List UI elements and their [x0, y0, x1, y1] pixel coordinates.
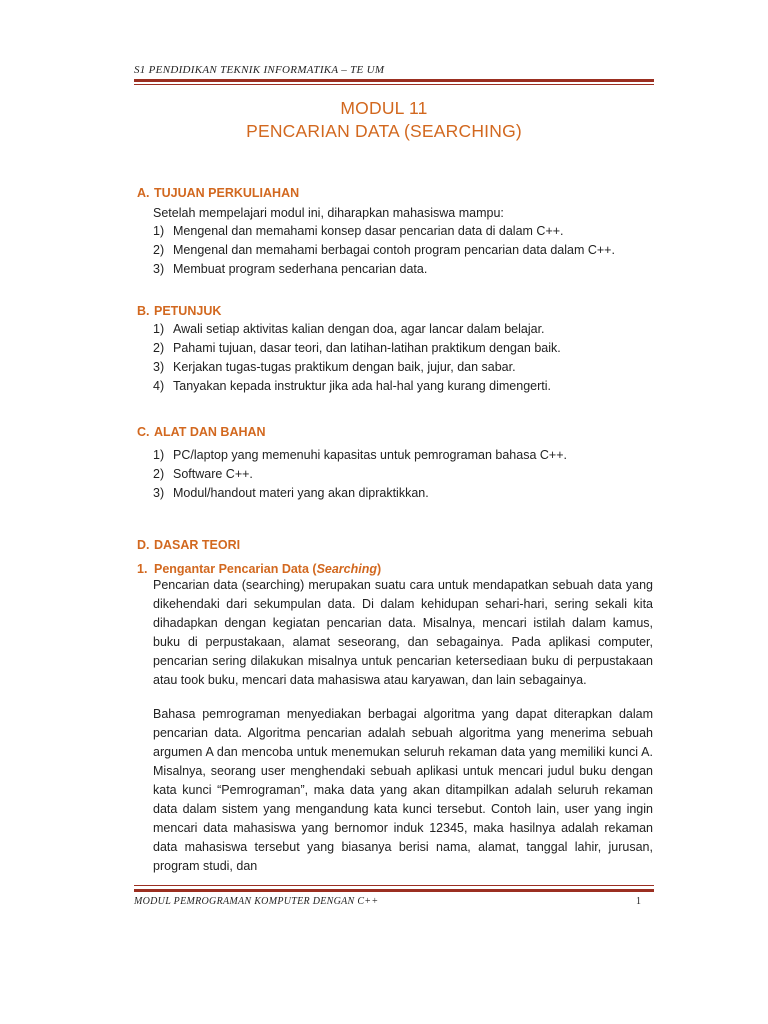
list-item	[153, 339, 561, 358]
list-item	[153, 377, 561, 396]
subsection-1-suffix: )	[377, 562, 382, 576]
list-item-number: 1)	[153, 322, 165, 336]
list-item	[153, 484, 567, 503]
section-d-title: DASAR TEORI	[154, 538, 241, 552]
list-item-number: 4)	[153, 379, 165, 393]
section-d-letter: D.	[137, 538, 150, 552]
theory-paragraph-1: Pencarian data (searching) merupakan suatu cara untuk mendapatkan sebuah data yang dikehendaki dari sekumpulan data. Di dalam kehidupan sehari-hari, sering sekali kita dihadapkan dengan kegiatan pencarian data. Misalnya, mencari istilah dalam kamus, buku di perpustakaan, alamat seseorang, dan sebagainya. Pada aplikasi computer, pencarian sering dilakukan misalnya untuk pencarian ketersediaan buku di perpustakaan atau took buku, mencari data mahasiswa atau karyawan, dan lain sebagainya.	[153, 578, 653, 687]
section-b-heading	[137, 304, 221, 318]
list-item	[153, 358, 561, 377]
list-item-text: Modul/handout materi yang akan dipraktikkan.	[173, 486, 429, 500]
list-item	[153, 260, 615, 279]
list-item	[153, 465, 567, 484]
list-item-text: Kerjakan tugas-tugas praktikum dengan baik, jujur, dan sabar.	[173, 360, 516, 374]
module-title: MODUL 11	[340, 98, 428, 118]
list-item-number: 3)	[153, 486, 165, 500]
list-item-number: 2)	[153, 467, 165, 481]
section-c-heading	[137, 425, 266, 439]
subsection-1-number: 1.	[137, 562, 148, 576]
list-item	[153, 222, 615, 241]
footer-rule-thick	[134, 889, 654, 892]
header-rule-thick	[134, 79, 654, 82]
list-item-text: Membuat program sederhana pencarian data.	[173, 262, 428, 276]
list-item	[153, 320, 561, 339]
section-b-title: PETUNJUK	[154, 304, 222, 318]
list-item	[153, 241, 615, 260]
list-item-text: Mengenal dan memahami konsep dasar pencarian data di dalam C++.	[173, 224, 564, 238]
list-item-number: 2)	[153, 243, 165, 257]
subsection-1-prefix: Pengantar Pencarian Data (	[154, 562, 317, 576]
list-item-number: 1)	[153, 224, 165, 238]
section-a-heading	[137, 186, 299, 200]
section-d-heading	[137, 538, 240, 552]
list-item-text: Software C++.	[173, 467, 253, 481]
list-item-text: Awali setiap aktivitas kalian dengan doa, agar lancar dalam belajar.	[173, 322, 545, 336]
header-rule-thin	[134, 84, 654, 85]
theory-paragraph-2: Bahasa pemrograman menyediakan berbagai algoritma yang dapat diterapkan dalam pencarian data. Algoritma pencarian adalah sebuah algoritma yang menerima sebuah argumen A dan mencoba untuk menemukan seluruh rekaman data yang memiliki kunci A. Misalnya, seorang user menghendaki sebuah aplikasi untuk mencari judul buku dengan kata kunci “Pemrograman”, maka data yang akan ditampilkan adalah seluruh rekaman data dalam sistem yang mengandung kata kunci tersebut. Contoh lain, user yang ingin mencari data mahasiswa yang bernomor induk 12345, maka hasilnya adalah rekaman data mahasiswa tersebut yang biasanya berisi nama, alamat, tanggal lahir, jurusan, program studi, dan	[153, 707, 653, 873]
list-item-number: 3)	[153, 262, 165, 276]
list-item-text: PC/laptop yang memenuhi kapasitas untuk pemrograman bahasa C++.	[173, 448, 567, 462]
section-b-letter: B.	[137, 304, 150, 318]
footer-rule-thin	[134, 885, 654, 886]
section-a-title: TUJUAN PERKULIAHAN	[154, 186, 300, 200]
section-a-intro: Setelah mempelajari modul ini, diharapkan mahasiswa mampu:	[153, 206, 504, 220]
list-item-number: 2)	[153, 341, 165, 355]
section-a-list	[153, 222, 615, 279]
list-item	[153, 446, 567, 465]
section-c-letter: C.	[137, 425, 150, 439]
section-a-letter: A.	[137, 186, 150, 200]
list-item-number: 3)	[153, 360, 165, 374]
list-item-number: 1)	[153, 448, 165, 462]
running-header: S1 PENDIDIKAN TEKNIK INFORMATIKA – TE UM	[134, 64, 385, 76]
list-item-text: Pahami tujuan, dasar teori, dan latihan-latihan praktikum dengan baik.	[173, 341, 561, 355]
section-c-title: ALAT DAN BAHAN	[154, 425, 266, 439]
subsection-1-italic: Searching	[316, 562, 377, 576]
page-number: 1	[636, 896, 641, 907]
section-c-list	[153, 446, 567, 503]
subsection-1-heading	[137, 562, 381, 576]
module-subtitle: PENCARIAN DATA (SEARCHING)	[246, 121, 522, 141]
list-item-text: Tanyakan kepada instruktur jika ada hal-hal yang kurang dimengerti.	[173, 379, 552, 393]
list-item-text: Mengenal dan memahami berbagai contoh program pencarian data dalam C++.	[173, 243, 615, 257]
section-b-list	[153, 320, 561, 396]
running-footer: MODUL PEMROGRAMAN KOMPUTER DENGAN C++	[134, 896, 379, 907]
